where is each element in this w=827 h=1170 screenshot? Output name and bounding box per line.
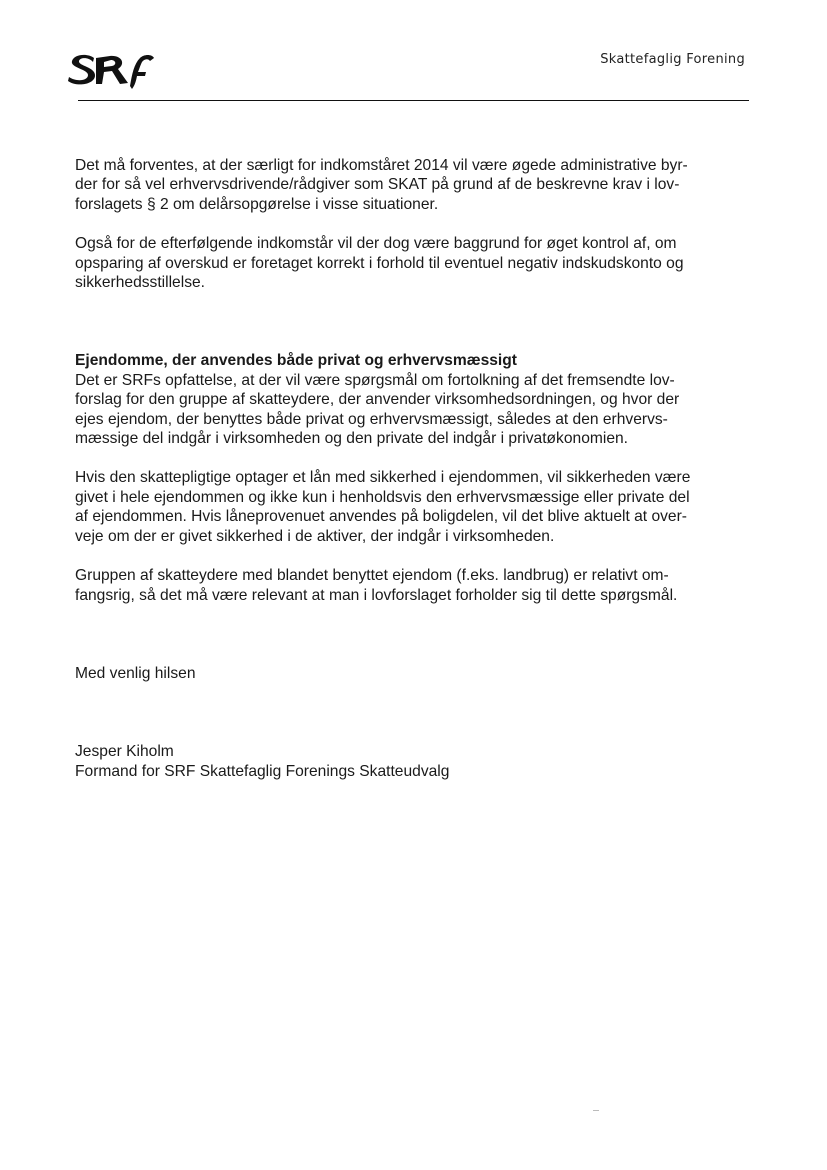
greeting-text: Med venlig hilsen	[75, 664, 196, 682]
text-line: Gruppen af skatteydere med blandet benyttet ejendom (f.eks. landbrug) er relativt om-	[75, 567, 669, 585]
section-heading: Ejendomme, der anvendes både privat og erhvervsmæssigt	[75, 352, 517, 370]
text-line: af ejendommen. Hvis låneprovenuet anvendes på boligdelen, vil det blive aktuelt at over-	[75, 508, 687, 526]
signer-title: Formand for SRF Skattefaglig Forenings Skatteudvalg	[75, 762, 450, 780]
paragraph-loan-security	[75, 468, 747, 546]
organization-name: Skattefaglig Forening	[600, 52, 745, 67]
text-line: der for så vel erhvervsdrivende/rådgiver som SKAT på grund af de beskrevne krav i lov-	[75, 176, 680, 194]
signature-block	[75, 742, 747, 781]
signer-name: Jesper Kiholm	[75, 743, 174, 761]
section-mixed-use-property	[75, 351, 747, 448]
closing-greeting	[75, 664, 747, 683]
letter-body	[75, 156, 747, 781]
text-line: Det er SRFs opfattelse, at der vil være spørgsmål om fortolkning af det fremsendte lov-	[75, 371, 675, 389]
text-line: Det må forventes, at der særligt for indkomståret 2014 vil være øgede administrative byr-	[75, 157, 688, 174]
header-divider	[78, 100, 749, 101]
text-line: opsparing af overskud er foretaget korrekt i forhold til eventuel negativ indskudskonto og	[75, 254, 684, 272]
text-line: forslag for den gruppe af skatteydere, der anvender virksomhedsordningen, og hvor der	[75, 391, 680, 409]
logo-f-mark	[130, 55, 154, 89]
text-line: givet i hele ejendommen og ikke kun i henholdsvis den erhvervsmæssige eller private del	[75, 488, 690, 506]
paragraph-subsequent-years	[75, 234, 747, 292]
text-line: veje om der er givet sikkerhed i de aktiver, der indgår i virksomheden.	[75, 527, 555, 545]
text-line: fangsrig, så det må være relevant at man i lovforslaget forholder sig til dette spørgsmål.	[75, 586, 678, 604]
paragraph-taxpayer-group	[75, 566, 747, 605]
text-line: ejes ejendom, der benyttes både privat og erhvervsmæssigt, således at den erhvervs-	[75, 410, 668, 428]
text-line: forslagets § 2 om delårsopgørelse i visse situationer.	[75, 195, 439, 213]
paragraph-administrative-burdens	[75, 156, 747, 214]
logo-s-mark	[68, 55, 95, 85]
text-line: sikkerhedsstillelse.	[75, 274, 205, 292]
text-line: Også for de efterfølgende indkomstår vil der dog være baggrund for øget kontrol af, om	[75, 235, 677, 253]
logo-r-mark	[96, 56, 128, 84]
text-line: Hvis den skattepligtige optager et lån med sikkerhed i ejendommen, vil sikkerheden være	[75, 469, 691, 487]
scan-mark	[593, 1110, 599, 1111]
srf-logo	[66, 50, 158, 90]
text-line: mæssige del indgår i virksomheden og den private del indgår i privatøkonomien.	[75, 430, 628, 448]
